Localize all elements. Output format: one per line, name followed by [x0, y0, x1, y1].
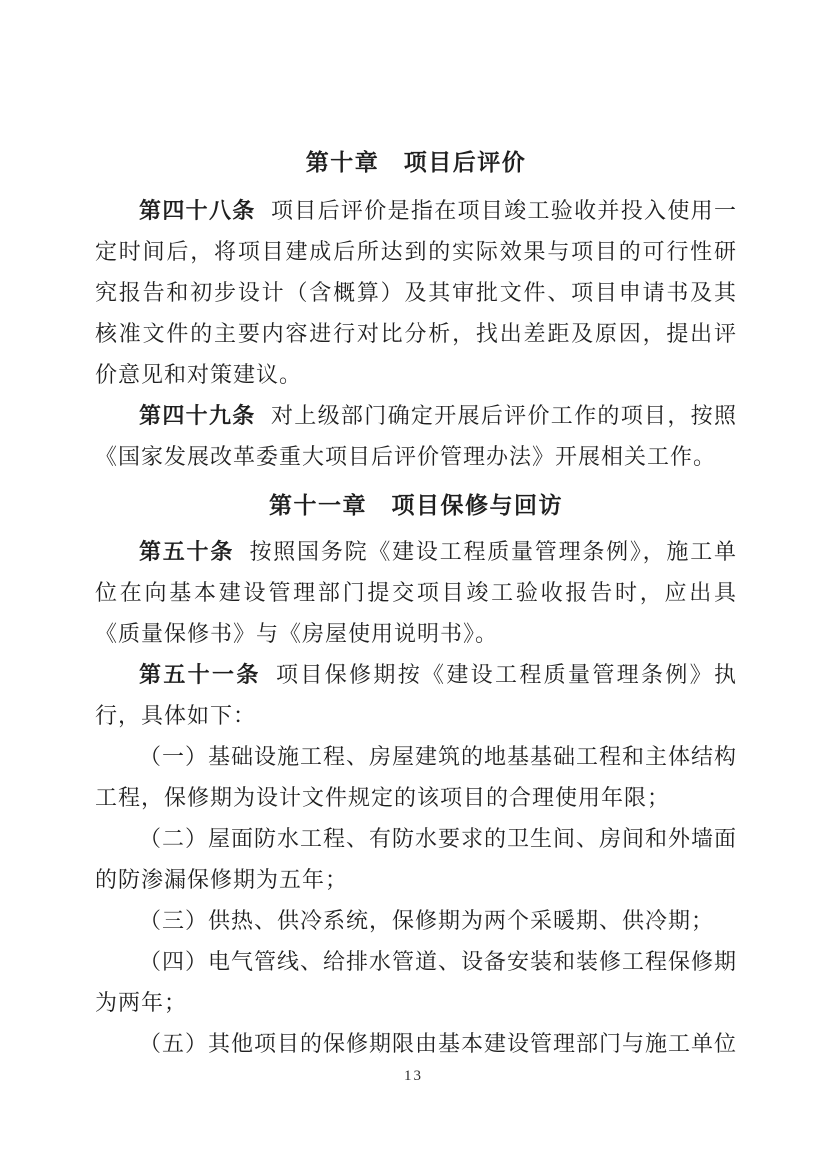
- article-number-51: 第五十一条: [139, 662, 261, 687]
- chapter-heading-10: 第十章 项目后评价: [305, 149, 527, 175]
- document-content: [95, 146, 737, 1064]
- paragraph-text: 按照国务院《建设工程质量管理条例》，施工单位在向基本建设管理部门提交项目竣工验收报告时，应出具《质量保修书》与《房屋使用说明书》。: [95, 539, 737, 646]
- paragraph-article-48: [95, 190, 737, 395]
- page-number: 13: [404, 1068, 423, 1084]
- paragraph-text: 对上级部门确定开展后评价工作的项目，按照《国家发展改革委重大项目后评价管理办法》开展相关工作。: [95, 403, 737, 469]
- article-number-49: 第四十九条: [139, 403, 256, 428]
- list-item-2: （二）屋面防水工程、有防水要求的卫生间、房间和外墙面的防渗漏保修期为五年；: [95, 826, 738, 892]
- paragraph-article-51: [95, 654, 737, 736]
- article-number-48: 第四十八条: [139, 198, 256, 223]
- list-item-3: （三）供热、供冷系统，保修期为两个采暖期、供冷期；: [139, 908, 715, 933]
- paragraph-text: 项目保修期按《建设工程质量管理条例》执行，具体如下：: [95, 662, 737, 728]
- paragraph-text: 项目后评价是指在项目竣工验收并投入使用一定时间后，将项目建成后所达到的实际效果与项目的可行性研究报告和初步设计（含概算）及其审批文件、项目申请书及其核准文件的主要内容进行对比分析，找出差距及原因，提出评价意见和对策建议。: [95, 198, 737, 387]
- chapter-heading-11: 第十一章 项目保修与回访: [269, 492, 563, 518]
- list-item-4: （四）电气管线、给排水管道、设备安装和装修工程保修期为两年；: [95, 949, 738, 1015]
- list-item-1: （一）基础设施工程、房屋建筑的地基基础工程和主体结构工程，保修期为设计文件规定的该项目的合理使用年限；: [95, 744, 738, 810]
- paragraph-article-50: [95, 531, 737, 654]
- paragraph-article-49: [95, 395, 737, 477]
- article-number-50: 第五十条: [139, 539, 235, 564]
- list-item-5: （五）其他项目的保修期限由基本建设管理部门与施工单位: [139, 1031, 738, 1056]
